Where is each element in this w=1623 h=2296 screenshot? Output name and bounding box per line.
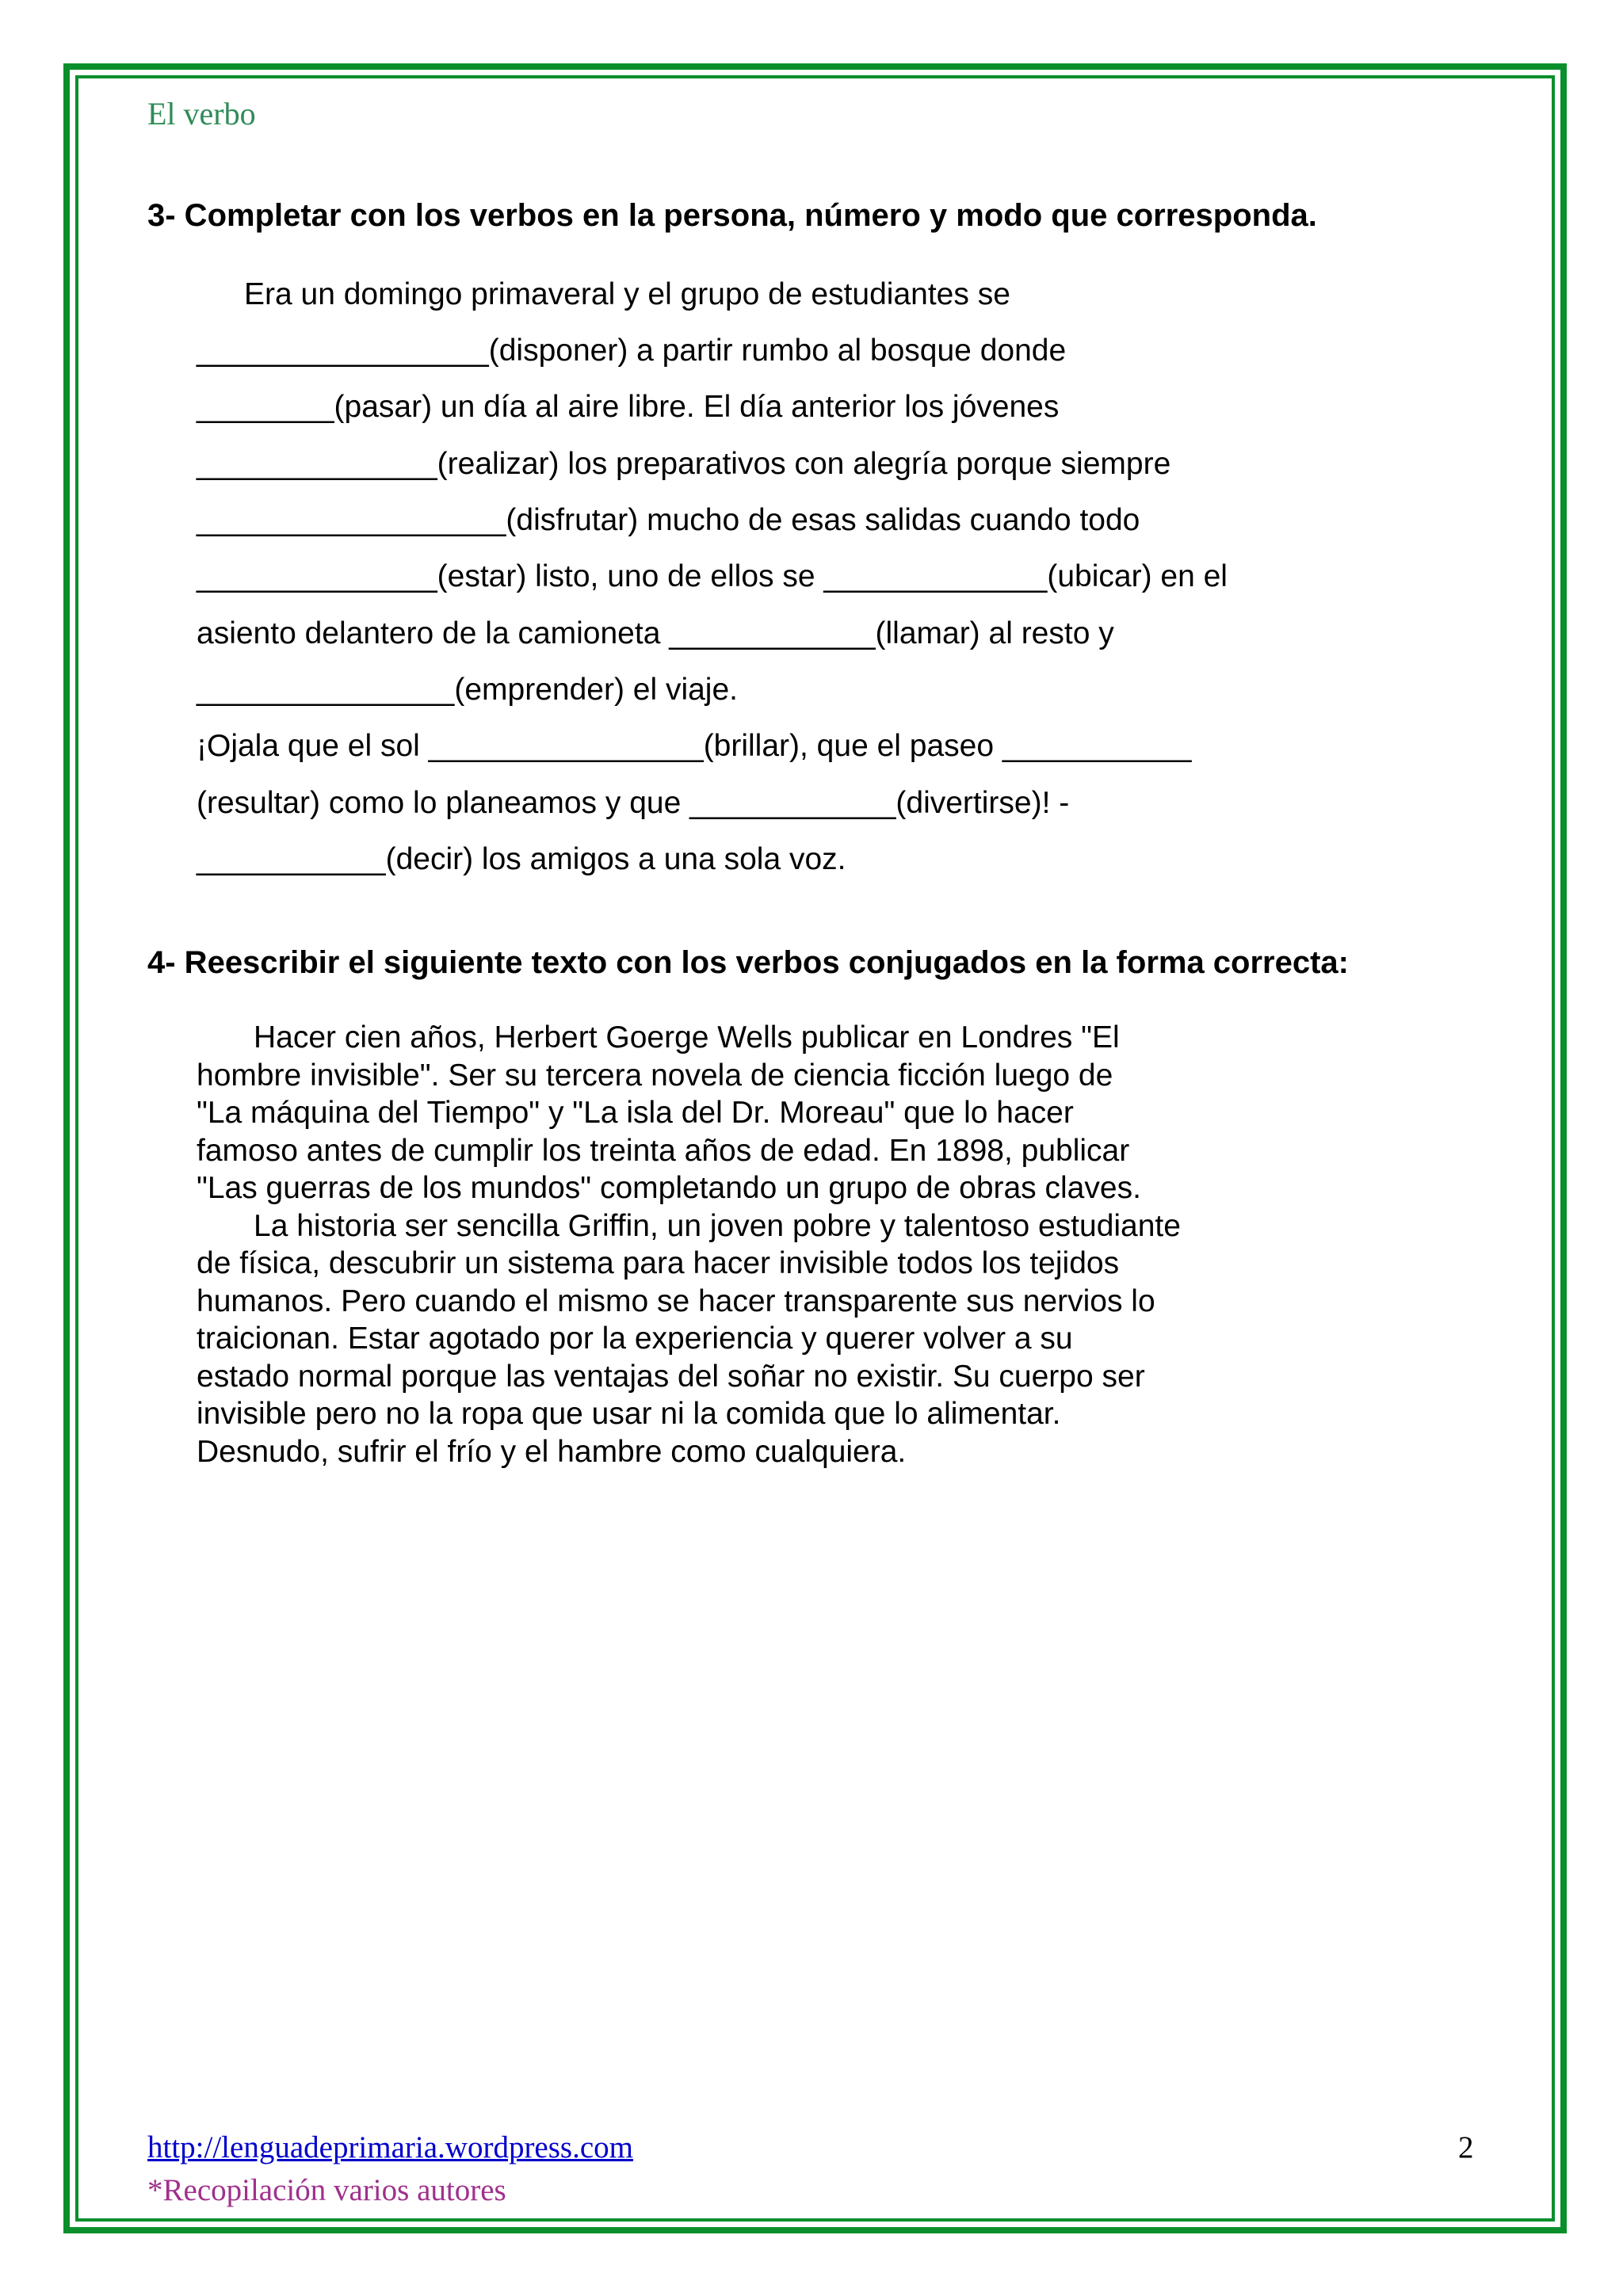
footer-credit: *Recopilación varios autores xyxy=(147,2173,506,2207)
paragraph-line: hombre invisible". Ser su tercera novela de ciencia ficción luego de xyxy=(197,1058,1113,1093)
paragraph-line: "Las guerras de los mundos" completando un grupo de obras claves. xyxy=(197,1171,1141,1205)
paragraph-line: traicionan. Estar agotado por la experiencia y querer volver a su xyxy=(197,1322,1073,1356)
footer-website-link[interactable]: http://lenguadeprimaria.wordpress.com xyxy=(147,2130,633,2164)
paragraph-line: Desnudo, sufrir el frío y el hambre como cualquiera. xyxy=(197,1434,907,1469)
page-number: 2 xyxy=(1458,2130,1474,2164)
exercise-3-line: _______________(emprender) el viaje. xyxy=(197,673,738,707)
exercise-3-line: ¡Ojala que el sol ________________(brillar), que el paseo ___________ xyxy=(197,729,1192,763)
paragraph-line: famoso antes de cumplir los treinta años de edad. En 1898, publicar xyxy=(197,1133,1130,1168)
exercise-3-line: (resultar) como lo planeamos y que ____________(divertirse)! - xyxy=(197,786,1070,820)
page-header-title: El verbo xyxy=(147,96,256,132)
exercise-3-line: __________________(disfrutar) mucho de esas salidas cuando todo xyxy=(197,503,1140,537)
exercise-4-heading: 4- Reescribir el siguiente texto con los verbos conjugados en la forma correcta: xyxy=(147,945,1349,980)
paragraph-line: "La máquina del Tiempo" y "La isla del Dr. Moreau" que lo hacer xyxy=(197,1096,1074,1130)
exercise-3-line: ________(pasar) un día al aire libre. El día anterior los jóvenes xyxy=(197,390,1060,424)
paragraph-line: de física, descubrir un sistema para hacer invisible todos los tejidos xyxy=(197,1246,1120,1280)
paragraph-line: invisible pero no la ropa que usar ni la comida que lo alimentar. xyxy=(197,1397,1061,1431)
exercise-3-line: asiento delantero de la camioneta ____________(llamar) al resto y xyxy=(197,616,1114,650)
exercise-3-heading: 3- Completar con los verbos en la persona, número y modo que corresponda. xyxy=(147,198,1317,233)
exercise-3-line: _________________(disponer) a partir rumbo al bosque donde xyxy=(197,334,1067,368)
exercise-4-paragraph-1 xyxy=(197,1019,1181,1470)
exercise-3-line: ______________(realizar) los preparativos con alegría porque siempre xyxy=(197,447,1171,481)
exercise-3-line: Era un domingo primaveral y el grupo de estudiantes se xyxy=(244,277,1010,311)
paragraph-line: humanos. Pero cuando el mismo se hacer transparente sus nervios lo xyxy=(197,1283,1155,1318)
exercise-3-line: ___________(decir) los amigos a una sola voz. xyxy=(197,842,846,876)
exercise-3-line: ______________(estar) listo, uno de ellos se _____________(ubicar) en el xyxy=(197,559,1228,593)
paragraph-line: La historia ser sencilla Griffin, un joven pobre y talentoso estudiante xyxy=(254,1208,1181,1243)
paragraph-line: estado normal porque las ventajas del soñar no existir. Su cuerpo ser xyxy=(197,1359,1145,1394)
paragraph-line: Hacer cien años, Herbert Goerge Wells publicar en Londres "El xyxy=(254,1020,1120,1055)
